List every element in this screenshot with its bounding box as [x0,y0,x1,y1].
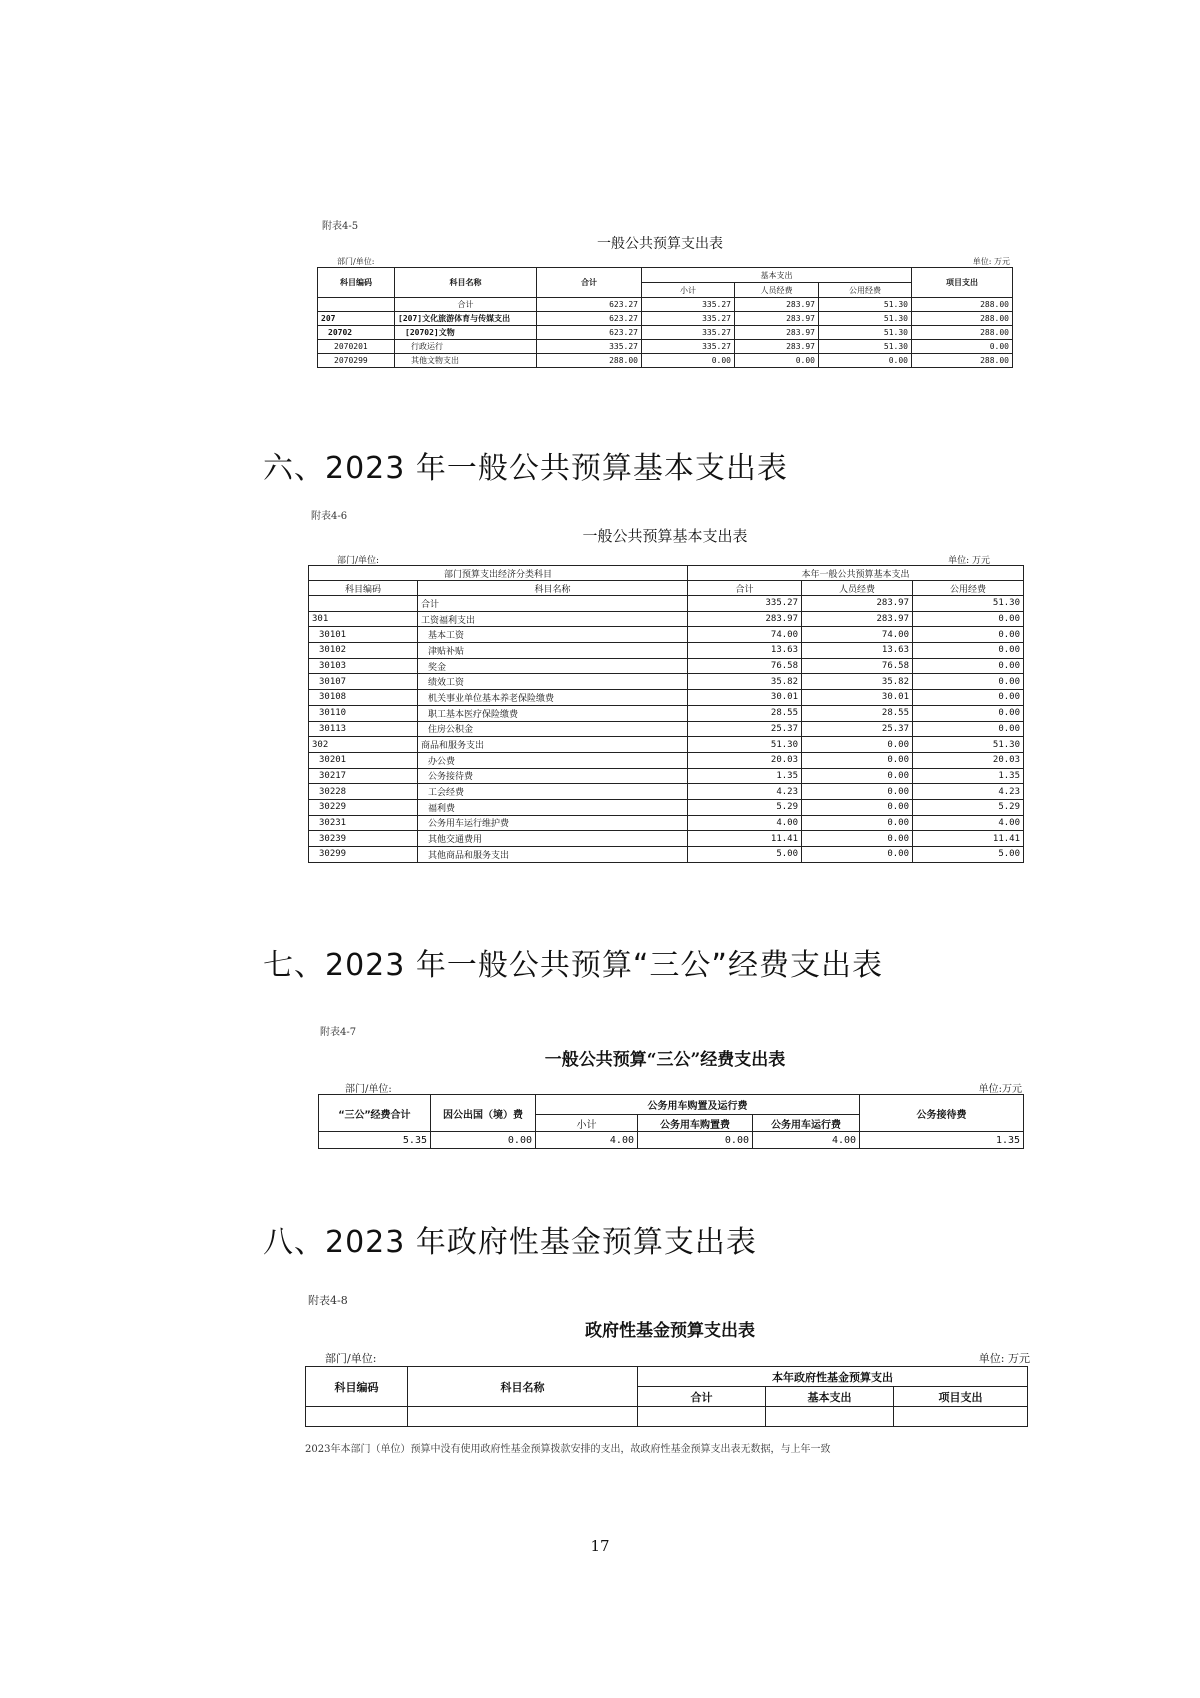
col-name: 科目名称 [418,581,688,596]
table-row: 30228 工会经费 4.23 0.00 4.23 [309,784,1024,800]
col-project: 项目支出 [894,1387,1028,1407]
col-sub: 小计 [642,283,735,298]
table-row: 207 [207]文化旅游体育与传媒支出 623.27 335.27 283.97 51.30 288.00 [318,312,1013,326]
unit-label: 单位: 万元 [972,257,1010,266]
col-basic: 基本支出 [642,268,912,283]
appendix-label: 附表4-8 [308,1294,348,1307]
table-note: 2023年本部门（单位）预算中没有使用政府性基金预算拨款安排的支出，故政府性基金预算支出表无数据，与上年一致 [305,1444,831,1455]
table-title: 政府性基金预算支出表 [585,1321,755,1341]
dept-label: 部门/单位: [325,1352,377,1365]
unit-row [325,1350,1030,1366]
group-basic-expenditure: 本年一般公共预算基本支出 [688,566,1024,581]
table-row: 30217 公务接待费 1.35 0.00 1.35 [309,768,1024,784]
table-4-8-section [300,1290,1040,1470]
table-row: 302 商品和服务支出 51.30 0.00 51.30 [309,737,1024,753]
table-row: 30113 住房公积金 25.37 25.37 0.00 [309,721,1024,737]
col-group: 本年政府性基金预算支出 [638,1367,1028,1387]
col-sub: 小计 [536,1115,638,1132]
table-row: 合计 623.27 335.27 283.97 51.30 288.00 [318,298,1013,312]
col-personnel: 人员经费 [802,581,913,596]
appendix-label: 附表4-6 [311,511,348,522]
table-title: 一般公共预算基本支出表 [582,527,748,545]
table-row: 5.35 0.00 4.00 0.00 4.00 1.35 [319,1132,1024,1149]
col-run: 公务用车运行费 [753,1115,860,1132]
table-row: 30239 其他交通费用 11.41 0.00 11.41 [309,831,1024,847]
dept-label: 部门/单位: [337,257,375,266]
col-public: 公用经费 [819,283,912,298]
col-purchase: 公务用车购置费 [638,1115,753,1132]
col-abroad: 因公出国（境）费 [431,1095,536,1132]
appendix-label: 附表4-7 [320,1027,357,1038]
col-name: 科目名称 [395,268,537,298]
section-heading-8: 八、2023 年政府性基金预算支出表 [263,1225,757,1260]
col-total: 合计 [688,581,802,596]
col-total: 合计 [638,1387,766,1407]
table-row: 30299 其他商品和服务支出 5.00 0.00 5.00 [309,847,1024,863]
table-row: 2070201 行政运行 335.27 335.27 283.97 51.30 0.00 [318,340,1013,354]
col-total: “三公”经费合计 [319,1095,431,1132]
unit-row [337,256,1010,267]
table-row: 合计 335.27 283.97 51.30 [309,596,1024,612]
table-row: 30231 公务用车运行维护费 4.00 0.00 4.00 [309,815,1024,831]
dept-label: 部门/单位: [345,1084,392,1095]
col-car-group: 公务用车购置及运行费 [536,1095,860,1115]
table-row: 30103 奖金 76.58 76.58 0.00 [309,658,1024,674]
page-number: 17 [590,1537,610,1555]
table-row: 30101 基本工资 74.00 74.00 0.00 [309,627,1024,643]
table-row: 30201 办公费 20.03 0.00 20.03 [309,752,1024,768]
col-name: 科目名称 [408,1367,638,1407]
table-row: 30108 机关事业单位基本养老保险缴费 30.01 30.01 0.00 [309,690,1024,706]
table-row: 30102 津贴补贴 13.63 13.63 0.00 [309,643,1024,659]
col-code: 科目编码 [318,268,395,298]
section-heading-7: 七、2023 年一般公共预算“三公”经费支出表 [263,948,883,983]
basic-expenditure-table-body [308,595,1024,863]
table-title: 一般公共预算“三公”经费支出表 [544,1050,786,1070]
col-basic: 基本支出 [766,1387,894,1407]
table-4-6-section [300,505,1030,905]
col-project: 项目支出 [912,268,1013,298]
table-row-empty [306,1407,1028,1427]
col-personnel: 人员经费 [735,283,819,298]
unit-row [345,1080,1022,1095]
unit-label: 单位: 万元 [948,556,990,566]
table-row: 2070299 其他文物支出 288.00 0.00 0.00 0.00 288.00 [318,354,1013,368]
basic-expenditure-table [308,565,1024,596]
table-row: 30107 绩效工资 35.82 35.82 0.00 [309,674,1024,690]
three-public-expenses-table [318,1094,1024,1149]
table-row: 30229 福利费 5.29 0.00 5.29 [309,799,1024,815]
table-row: 30110 职工基本医疗保险缴费 28.55 28.55 0.00 [309,705,1024,721]
group-econ-class: 部门预算支出经济分类科目 [309,566,688,581]
table-title: 一般公共预算支出表 [597,236,723,252]
section-heading-6: 六、2023 年一般公共预算基本支出表 [263,451,788,486]
unit-label: 单位:万元 [978,1084,1022,1095]
col-code: 科目编码 [309,581,418,596]
table-4-5-section [300,210,1020,385]
col-public: 公用经费 [913,581,1024,596]
general-budget-expenditure-table [317,267,1013,368]
col-code: 科目编码 [306,1367,408,1407]
unit-label: 单位: 万元 [978,1352,1030,1365]
table-4-7-section [300,1018,1030,1168]
col-reception: 公务接待费 [860,1095,1024,1132]
dept-label: 部门/单位: [337,556,380,566]
table-row: 301 工资福利支出 283.97 283.97 0.00 [309,611,1024,627]
government-fund-table [305,1366,1028,1427]
appendix-label: 附表4-5 [322,221,359,232]
table-row: 20702 [20702]文物 623.27 335.27 283.97 51.30 288.00 [318,326,1013,340]
col-total: 合计 [537,268,642,298]
